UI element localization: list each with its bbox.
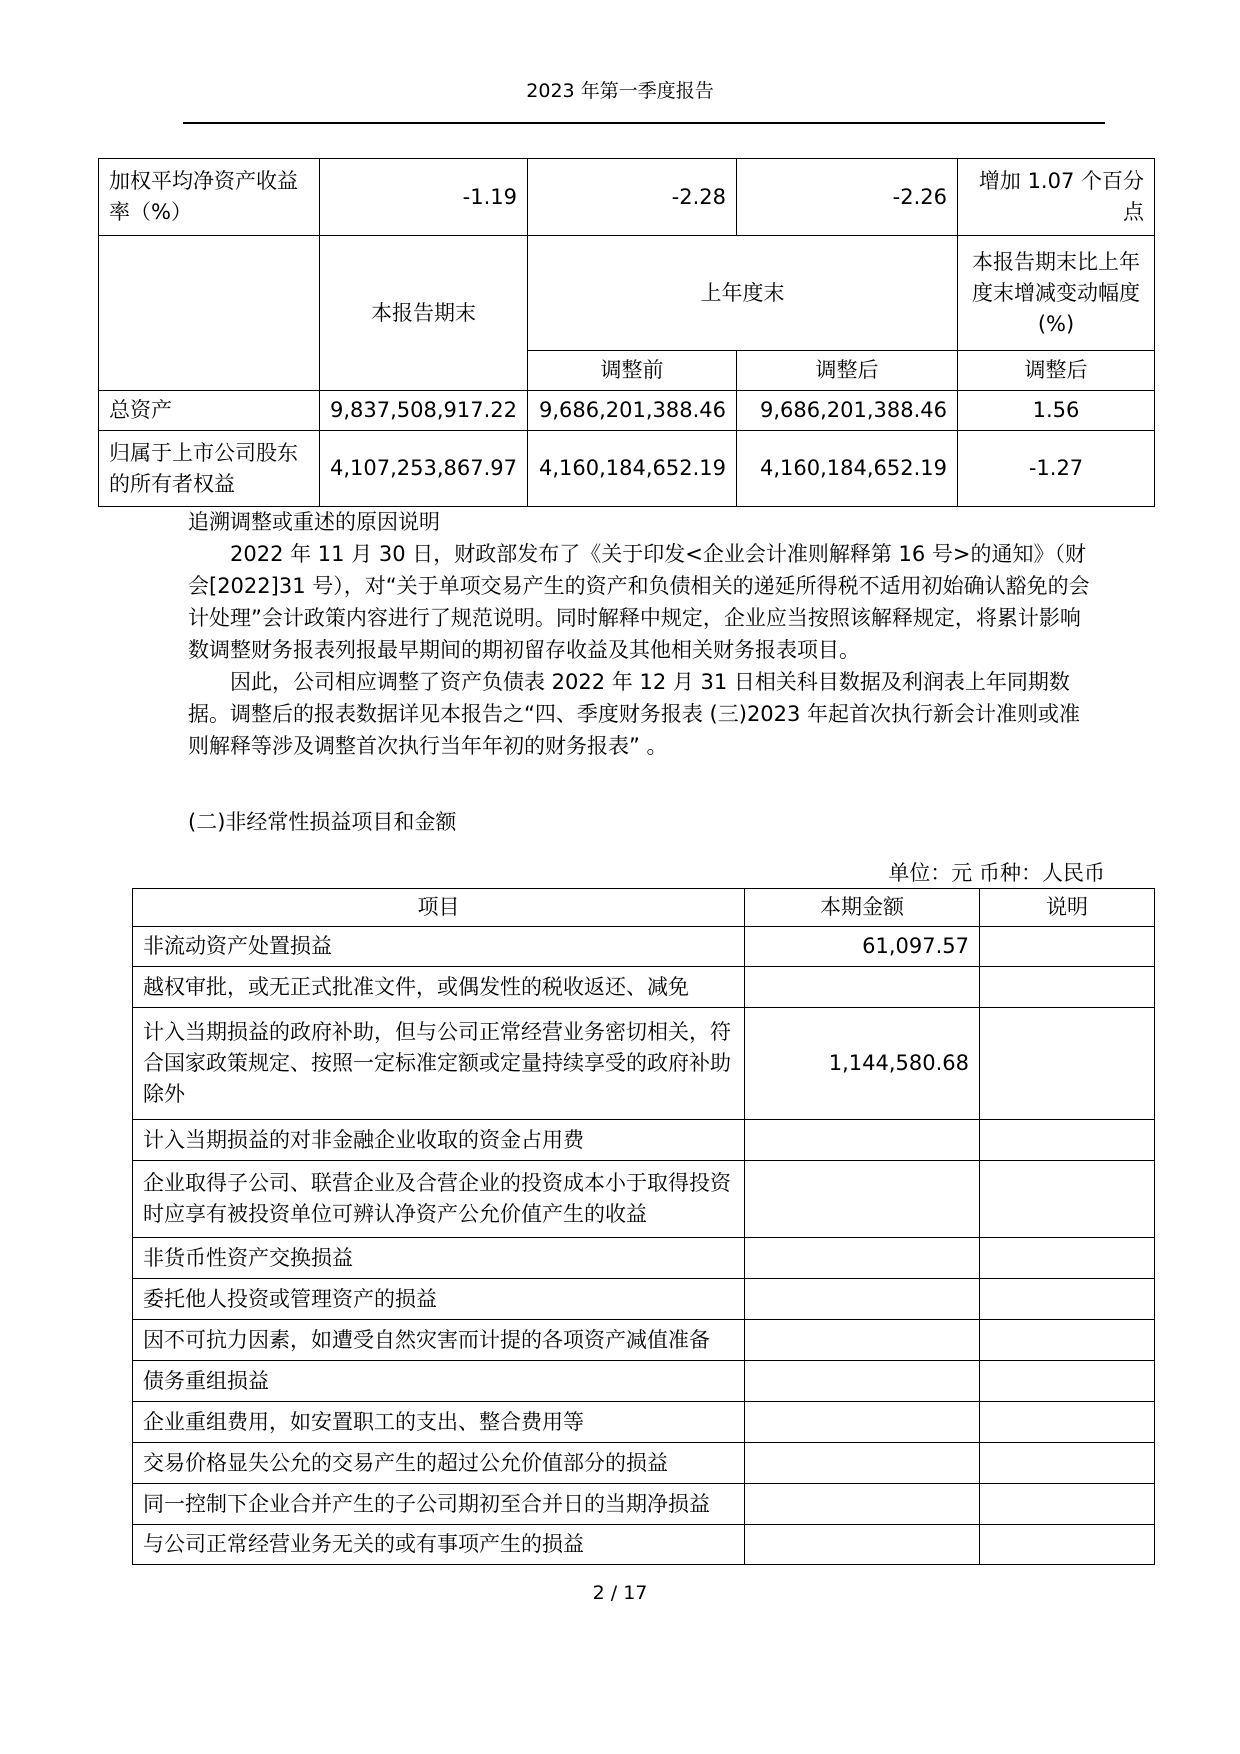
table-row [133, 1525, 1155, 1565]
amount-cell [745, 1402, 980, 1443]
cell-value: 1.56 [958, 391, 1155, 431]
item-cell: 非货币性资产交换损益 [133, 1238, 745, 1279]
amount-cell [745, 1443, 980, 1484]
amount-cell [745, 1320, 980, 1361]
item-cell: 同一控制下企业合并产生的子公司期初至合并日的当期净损益 [133, 1484, 745, 1525]
row-label: 总资产 [99, 391, 320, 431]
header-note: 说明 [980, 889, 1155, 927]
cell-value: 4,107,253,867.97 [320, 431, 528, 507]
table-row [133, 1008, 1155, 1120]
cell-value: 增加 1.07 个百分点 [958, 159, 1155, 236]
table-row [99, 391, 1155, 431]
header-divider [183, 122, 1105, 124]
item-cell: 非流动资产处置损益 [133, 927, 745, 967]
page-number: 2 / 17 [592, 1582, 648, 1604]
amount-cell: 1,144,580.68 [745, 1008, 980, 1120]
note-cell [980, 1443, 1155, 1484]
table-row [133, 1238, 1155, 1279]
table-row [133, 1361, 1155, 1402]
table-row [133, 1120, 1155, 1161]
section-title: (二)非经常性损益项目和金额 [188, 810, 457, 834]
note-cell [980, 927, 1155, 967]
financial-data-table [98, 158, 1155, 507]
amount-cell [745, 1279, 980, 1320]
table-row [133, 967, 1155, 1008]
amount-cell [745, 1361, 980, 1402]
row-label: 归属于上市公司股东的所有者权益 [99, 431, 320, 507]
table-header-row [133, 889, 1155, 927]
table-row [133, 1320, 1155, 1361]
note-cell [980, 1120, 1155, 1161]
header-after-adjust: 调整后 [958, 351, 1155, 391]
note-cell [980, 1525, 1155, 1565]
amount-cell [745, 1238, 980, 1279]
item-cell: 与公司正常经营业务无关的或有事项产生的损益 [133, 1525, 745, 1565]
table-row [133, 1443, 1155, 1484]
cell-value: -2.28 [528, 159, 737, 236]
item-cell: 委托他人投资或管理资产的损益 [133, 1279, 745, 1320]
cell-value: -1.19 [320, 159, 528, 236]
page-header: 2023 年第一季度报告 [526, 80, 714, 102]
item-cell: 计入当期损益的政府补助，但与公司正常经营业务密切相关，符合国家政策规定、按照一定标准定额或定量持续享受的政府补助除外 [133, 1008, 745, 1120]
item-cell: 企业重组费用，如安置职工的支出、整合费用等 [133, 1402, 745, 1443]
header-current-end: 本报告期末 [320, 236, 528, 391]
explanation-title: 追溯调整或重述的原因说明 [188, 510, 440, 534]
unit-note: 单位：元 币种：人民币 [888, 861, 1105, 885]
item-cell: 企业取得子公司、联营企业及合营企业的投资成本小于取得投资时应享有被投资单位可辨认净资产公允价值产生的收益 [133, 1161, 745, 1238]
note-cell [980, 1361, 1155, 1402]
table-row [133, 1402, 1155, 1443]
table-row [99, 159, 1155, 236]
explanation-paragraph: 2022 年 11 月 30 日，财政部发布了《关于印发<企业会计准则解释第 16 号>的通知》（财会[2022]31 号），对“关于单项交易产生的资产和负债相关的递延所得税不适用初始确认豁免的会计处理”会计政策内容进行了规范说明。同时解释中规定，企业应当按照该解释规定，将累计影响数调整财务报表列报最早期间的期初留存收益及其他相关财务报表项目。 [188, 542, 1090, 662]
amount-cell [745, 967, 980, 1008]
header-change: 本报告期末比上年度末增减变动幅度(%) [958, 236, 1155, 351]
note-cell [980, 1238, 1155, 1279]
table-header-row [99, 236, 1155, 351]
header-last-year-end: 上年度末 [528, 236, 958, 351]
table-row [133, 927, 1155, 967]
cell-value: 9,686,201,388.46 [528, 391, 737, 431]
note-cell [980, 1279, 1155, 1320]
header-amount: 本期金额 [745, 889, 980, 927]
table-row [133, 1279, 1155, 1320]
empty-header-cell [99, 236, 320, 391]
row-label: 加权平均净资产收益率（%） [99, 159, 320, 236]
header-after-adjust: 调整后 [737, 351, 958, 391]
cell-value: 4,160,184,652.19 [737, 431, 958, 507]
cell-value: 4,160,184,652.19 [528, 431, 737, 507]
amount-cell: 61,097.57 [745, 927, 980, 967]
note-cell [980, 1008, 1155, 1120]
note-cell [980, 1484, 1155, 1525]
item-cell: 交易价格显失公允的交易产生的超过公允价值部分的损益 [133, 1443, 745, 1484]
cell-value: -1.27 [958, 431, 1155, 507]
table-row [133, 1484, 1155, 1525]
cell-value: 9,837,508,917.22 [320, 391, 528, 431]
cell-value: -2.26 [737, 159, 958, 236]
table-row [133, 1161, 1155, 1238]
item-cell: 计入当期损益的对非金融企业收取的资金占用费 [133, 1120, 745, 1161]
cell-value: 9,686,201,388.46 [737, 391, 958, 431]
header-item: 项目 [133, 889, 745, 927]
item-cell: 越权审批，或无正式批准文件，或偶发性的税收返还、减免 [133, 967, 745, 1008]
note-cell [980, 1161, 1155, 1238]
item-cell: 债务重组损益 [133, 1361, 745, 1402]
amount-cell [745, 1161, 980, 1238]
amount-cell [745, 1484, 980, 1525]
amount-cell [745, 1120, 980, 1161]
note-cell [980, 1402, 1155, 1443]
table-row [99, 431, 1155, 507]
note-cell [980, 1320, 1155, 1361]
header-before-adjust: 调整前 [528, 351, 737, 391]
non-recurring-items-table [132, 888, 1155, 1565]
explanation-paragraph: 因此，公司相应调整了资产负债表 2022 年 12 月 31 日相关科目数据及利润表上年同期数据。调整后的报表数据详见本报告之“四、季度财务报表 (三)2023 年起首次执行新会计准则或准则解释等涉及调整首次执行当年年初的财务报表” 。 [188, 670, 1081, 758]
note-cell [980, 967, 1155, 1008]
item-cell: 因不可抗力因素，如遭受自然灾害而计提的各项资产减值准备 [133, 1320, 745, 1361]
amount-cell [745, 1525, 980, 1565]
